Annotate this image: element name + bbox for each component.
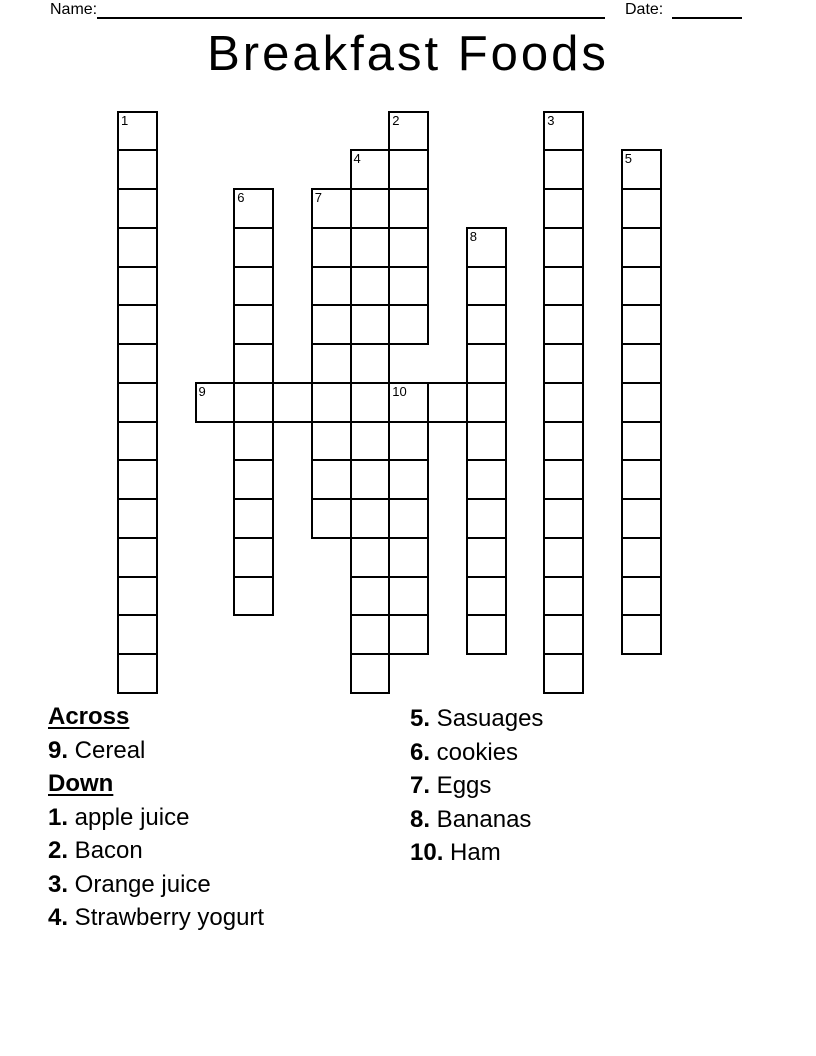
crossword-cell: [311, 382, 352, 423]
crossword-cell: [117, 537, 158, 578]
clue-number: 8.: [410, 805, 431, 833]
crossword-cell: [311, 459, 352, 500]
crossword-cell: [543, 149, 584, 190]
crossword-cell: [543, 188, 584, 229]
crossword-cell: [388, 537, 429, 578]
crossword-cell: [311, 498, 352, 539]
crossword-cell: [388, 382, 429, 423]
crossword-cell: [427, 382, 468, 423]
crossword-cell: [233, 266, 274, 307]
crossword-cell: [350, 266, 391, 307]
crossword-cell: [388, 498, 429, 539]
crossword-cell: [117, 459, 158, 500]
clue-text: Ham: [443, 839, 501, 866]
crossword-cell: [233, 188, 274, 229]
clue-item: [410, 803, 543, 837]
crossword-cell: [543, 459, 584, 500]
cell-number-label: 3: [547, 112, 555, 128]
crossword-cell: [311, 188, 352, 229]
crossword-cell: [233, 459, 274, 500]
crossword-cell: [350, 343, 391, 384]
crossword-cell: [350, 421, 391, 462]
crossword-cell: [350, 382, 391, 423]
clue-text: Cereal: [68, 736, 146, 764]
crossword-cell: [621, 382, 662, 423]
crossword-cell: [621, 537, 662, 578]
cell-number-label: 6: [237, 190, 245, 205]
cell-number-label: 8: [469, 228, 477, 244]
crossword-cell: [350, 498, 391, 539]
clue-number: 10.: [410, 839, 444, 866]
crossword-cell: [388, 111, 429, 152]
crossword-cell: [350, 614, 391, 655]
crossword-cell: [621, 498, 662, 539]
cell-number-label: 2: [392, 112, 400, 128]
crossword-cell: [621, 227, 662, 268]
clue-text: Orange juice: [68, 870, 211, 898]
crossword-cell: [466, 382, 507, 423]
crossword-cell: [543, 498, 584, 539]
crossword-cell: [311, 304, 352, 345]
crossword-cell: [233, 421, 274, 462]
cell-number-label: 9: [198, 383, 206, 399]
clue-item: [48, 868, 264, 902]
clue-section-header-label: Across: [48, 703, 130, 730]
crossword-cell: [350, 227, 391, 268]
crossword-cell: [543, 343, 584, 384]
crossword-cell: [233, 537, 274, 578]
clue-number: 3.: [48, 870, 69, 898]
crossword-cell: [388, 149, 429, 190]
clue-text: Bananas: [430, 805, 532, 833]
crossword-cell: [543, 382, 584, 423]
crossword-cell: [543, 227, 584, 268]
crossword-cell: [350, 188, 391, 229]
crossword-cell: [195, 382, 236, 423]
clue-item: [410, 769, 543, 803]
clue-number: 2.: [48, 837, 69, 864]
clue-item: [410, 836, 543, 870]
clue-number: 6.: [410, 738, 431, 766]
clue-item: [48, 801, 264, 835]
crossword-cell: [466, 614, 507, 655]
crossword-cell: [117, 653, 158, 694]
crossword-cell: [233, 304, 274, 345]
crossword-cell: [388, 227, 429, 268]
clue-item: [48, 734, 264, 768]
cell-number-label: 4: [353, 151, 361, 167]
crossword-cell: [233, 227, 274, 268]
crossword-cell: [350, 653, 391, 694]
clue-number: 1.: [48, 803, 69, 831]
clue-item: [48, 901, 264, 935]
crossword-cell: [117, 614, 158, 655]
crossword-cell: [466, 304, 507, 345]
crossword-cell: [621, 149, 662, 190]
crossword-cell: [466, 498, 507, 539]
crossword-cell: [311, 227, 352, 268]
clue-text: cookies: [430, 738, 519, 766]
crossword-cell: [117, 227, 158, 268]
clue-section-heading: [48, 767, 264, 801]
crossword-cell: [543, 421, 584, 462]
crossword-cell: [543, 576, 584, 617]
crossword-cell: [350, 149, 391, 190]
crossword-cell: [543, 304, 584, 345]
crossword-cell: [388, 266, 429, 307]
clues-left-column: [48, 700, 264, 935]
crossword-cell: [233, 343, 274, 384]
crossword-cell: [466, 459, 507, 500]
clue-section-header-label: Down: [48, 770, 114, 797]
date-label: Date:: [625, 1, 664, 18]
crossword-cell: [621, 343, 662, 384]
crossword-cell: [117, 382, 158, 423]
crossword-cell: [272, 382, 313, 423]
crossword-cell: [543, 266, 584, 307]
crossword-cell: [117, 149, 158, 190]
crossword-cell: [621, 266, 662, 307]
crossword-cell: [117, 111, 158, 152]
crossword-cell: [311, 421, 352, 462]
crossword-cell: [117, 498, 158, 539]
crossword-cell: [621, 576, 662, 617]
crossword-cell: [543, 111, 584, 152]
crossword-cell: [543, 537, 584, 578]
cell-number-label: 10: [392, 383, 407, 399]
crossword-cell: [311, 343, 352, 384]
clue-number: 4.: [48, 904, 69, 931]
cell-number-label: 1: [121, 112, 129, 128]
crossword-cell: [388, 576, 429, 617]
crossword-cell: [350, 304, 391, 345]
crossword-cell: [311, 266, 352, 307]
crossword-cell: [621, 459, 662, 500]
crossword-cell: [117, 304, 158, 345]
crossword-cell: [466, 576, 507, 617]
crossword-cell: [117, 421, 158, 462]
clue-text: Bacon: [68, 837, 143, 864]
clues-right-column: [410, 702, 543, 870]
clue-text: Strawberry yogurt: [68, 904, 265, 931]
crossword-cell: [117, 188, 158, 229]
clue-number: 9.: [48, 736, 69, 764]
crossword-cell: [388, 188, 429, 229]
crossword-cell: [466, 266, 507, 307]
crossword-cell: [117, 576, 158, 617]
crossword-cell: [621, 188, 662, 229]
page-title: Breakfast Foods: [207, 27, 609, 81]
crossword-cell: [621, 304, 662, 345]
crossword-cell: [388, 614, 429, 655]
crossword-cell: [466, 227, 507, 268]
clue-text: Eggs: [430, 772, 492, 799]
clue-text: Sasuages: [430, 705, 544, 732]
crossword-cell: [388, 421, 429, 462]
crossword-cell: [388, 304, 429, 345]
crossword-cell: [117, 343, 158, 384]
name-label: Name:: [50, 1, 98, 18]
cell-number-label: 7: [314, 190, 322, 205]
crossword-cell: [117, 266, 158, 307]
clue-text: apple juice: [68, 803, 190, 831]
clue-number: 7.: [410, 772, 431, 799]
clue-item: [410, 736, 543, 770]
clue-section-heading: [48, 700, 264, 734]
clue-number: 5.: [410, 705, 431, 732]
crossword-cell: [466, 421, 507, 462]
crossword-cell: [350, 537, 391, 578]
crossword-cell: [543, 653, 584, 694]
crossword-cell: [388, 459, 429, 500]
clue-item: [48, 834, 264, 868]
crossword-cell: [543, 614, 584, 655]
crossword-cell: [466, 537, 507, 578]
crossword-cell: [233, 576, 274, 617]
crossword-cell: [350, 576, 391, 617]
cell-number-label: 5: [624, 151, 632, 167]
crossword-cell: [233, 382, 274, 423]
crossword-cell: [621, 421, 662, 462]
crossword-cell: [466, 343, 507, 384]
crossword-cell: [621, 614, 662, 655]
crossword-cell: [350, 459, 391, 500]
crossword-cell: [233, 498, 274, 539]
clue-item: [410, 702, 543, 736]
